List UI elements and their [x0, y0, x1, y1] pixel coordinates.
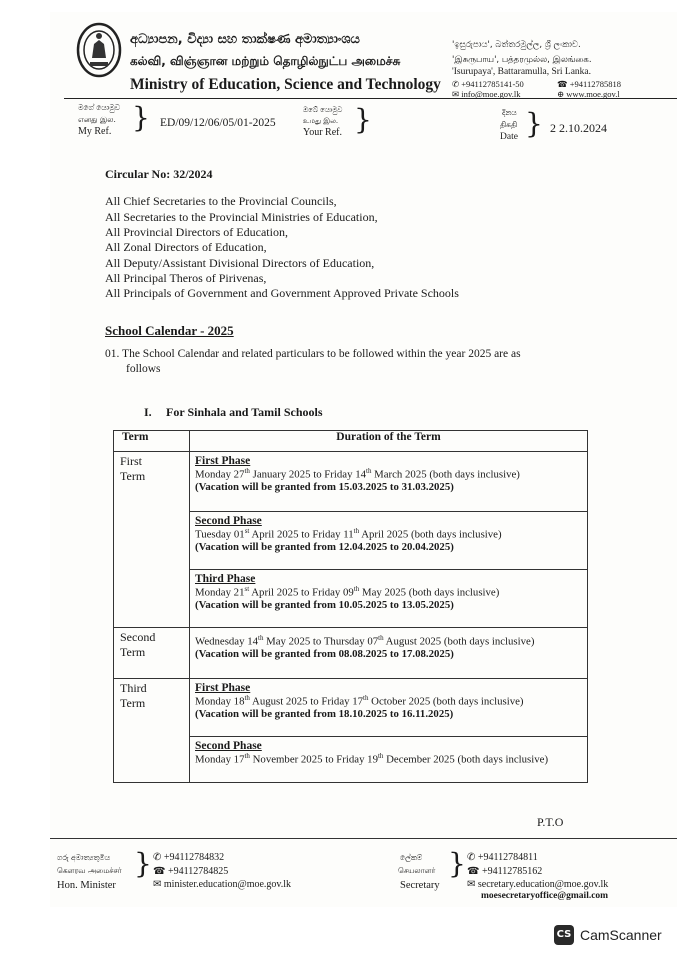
table-row — [114, 628, 588, 679]
recipient-line: All Provincial Directors of Education, — [105, 225, 288, 239]
column-header-duration: Duration of the Term — [190, 431, 588, 452]
duration-cell — [190, 628, 588, 679]
minister-fax: ☎ +94112784825 — [153, 866, 229, 877]
recipient-line: All Secretaries to the Provincial Ministries of Education, — [105, 210, 378, 224]
phase-title: Second Phase — [195, 740, 262, 752]
my-ref-sinhala: මගේ යොමුව — [78, 103, 120, 112]
my-ref-brace: } — [132, 101, 150, 134]
table-header-row — [114, 431, 588, 452]
term-cell: Third Term — [114, 679, 190, 783]
address-english: 'Isurupaya', Battaramulla, Sri Lanka. — [452, 67, 592, 77]
paragraph-1-line-2: follows — [126, 363, 161, 375]
recipient-line: All Principals of Government and Government Approved Private Schools — [105, 286, 459, 300]
circular-number: Circular No: 32/2024 — [105, 167, 213, 181]
subject-heading: School Calendar - 2025 — [105, 323, 234, 338]
secretary-email-2: moesecretaryoffice@gmail.com — [481, 891, 609, 901]
my-ref-label: My Ref. — [78, 126, 112, 137]
phase-block — [190, 737, 587, 782]
date-sinhala: දිනය — [502, 108, 517, 117]
section-title: For Sinhala and Tamil Schools — [166, 405, 323, 419]
secretary-label-english: Secretary — [400, 880, 440, 891]
ministry-name-tamil: கல்வி, விஞ்ஞான மற்றும் தொழில்நுட்ப அமைச்சு — [130, 54, 401, 68]
email-icon: ✉ — [452, 89, 460, 99]
secretary-label-sinhala: ලේකම් — [400, 853, 423, 862]
camscanner-logo-icon: CS — [554, 925, 574, 945]
phase-title: First Phase — [195, 682, 251, 694]
recipient-line: All Deputy/Assistant Divisional Directors of Education, — [105, 256, 375, 270]
phase-vacation: (Vacation will be granted from 10.05.2025 to 13.05.2025) — [195, 598, 454, 611]
fax-icon: ☎ — [557, 79, 568, 89]
school-calendar-table — [113, 430, 588, 783]
column-header-term: Term — [114, 431, 190, 452]
table-row — [114, 679, 588, 783]
date-label: Date — [500, 132, 518, 142]
footer-divider — [50, 838, 677, 839]
recipient-line: All Zonal Directors of Education, — [105, 240, 267, 254]
table-row — [114, 452, 588, 628]
phase-block — [190, 512, 587, 570]
fax-icon: ☎ — [467, 866, 480, 877]
email-icon: ✉ — [153, 879, 162, 890]
email-icon: ✉ — [467, 879, 476, 890]
phase-dates: Monday 21st April 2025 to Friday 09th May 2025 (both days inclusive) — [195, 585, 500, 599]
phase-vacation: (Vacation will be granted from 12.04.2025 to 20.04.2025) — [195, 540, 454, 553]
header-phone: ✆ +94112785141-50 — [452, 79, 524, 89]
web-icon: ⊕ — [557, 89, 565, 99]
duration-cell — [190, 679, 588, 783]
phase-title: Third Phase — [195, 573, 256, 585]
phase-title: First Phase — [195, 455, 251, 467]
my-ref-tamil: எனது இல. — [78, 115, 116, 124]
phase-block — [190, 679, 587, 737]
government-emblem-icon — [76, 22, 122, 78]
phase-dates: Monday 27th January 2025 to Friday 14th March 2025 (both days inclusive) — [195, 467, 520, 481]
phase-dates: Monday 18th August 2025 to Friday 17th October 2025 (both days inclusive) — [195, 694, 524, 708]
your-ref-brace: } — [354, 103, 372, 136]
phone-icon: ✆ — [467, 852, 476, 863]
minister-phone: ✆ +94112784832 — [153, 852, 225, 863]
paragraph-1-line-1: 01. The School Calendar and related particulars to be followed within the year 2025 are as — [105, 348, 521, 360]
phase-vacation: (Vacation will be granted from 08.08.2025 to 17.08.2025) — [195, 647, 454, 660]
phone-icon: ✆ — [153, 852, 162, 863]
phase-dates: Monday 17th November 2025 to Friday 19th December 2025 (both days inclusive) — [195, 752, 549, 766]
section-number: I. — [144, 405, 152, 419]
secretary-brace: } — [448, 847, 466, 880]
header-email: ✉ info@moe.gov.lk — [452, 89, 521, 99]
minister-email: ✉ minister.education@moe.gov.lk — [153, 879, 292, 890]
address-tamil: 'இசுருபாய', பத்தரமுல்ல, இலங்கை. — [452, 55, 592, 65]
phase-title: Second Phase — [195, 515, 262, 527]
secretary-label-tamil: செயலாளர் — [398, 866, 436, 875]
secretary-email: ✉ secretary.education@moe.gov.lk — [467, 879, 609, 890]
your-ref-tamil: உமது இல. — [303, 117, 339, 125]
phase-vacation: (Vacation will be granted from 15.03.2025 to 31.03.2025) — [195, 480, 454, 493]
date-tamil: திகதி — [500, 120, 518, 129]
minister-label-english: Hon. Minister — [57, 880, 116, 891]
term-cell: First Term — [114, 452, 190, 628]
secretary-fax: ☎ +94112785162 — [467, 866, 543, 877]
recipient-line: All Principal Theros of Pirivenas, — [105, 271, 267, 285]
minister-brace: } — [134, 847, 152, 880]
duration-cell — [190, 452, 588, 628]
ministry-name-sinhala: අධ්‍යාපන, විද්‍යා සහ තාක්ෂණ අමාත්‍යාංශය — [130, 32, 360, 47]
phase-dates: Tuesday 01st April 2025 to Friday 11th April 2025 (both days inclusive) — [195, 527, 502, 541]
ministry-name-english: Ministry of Education, Science and Technology — [130, 76, 441, 93]
date-brace: } — [525, 107, 543, 140]
phase-block — [190, 628, 587, 678]
your-ref-sinhala: ඔබේ යොමුව — [303, 106, 343, 114]
camscanner-watermark: CamScanner — [580, 927, 662, 943]
minister-label-sinhala: ගරු අමාත්‍යතුමිය — [57, 853, 111, 862]
secretary-phone: ✆ +94112784811 — [467, 852, 538, 863]
header-fax: ☎ +94112785818 — [557, 79, 621, 89]
your-ref-label: Your Ref. — [303, 127, 342, 138]
phase-dates: Wednesday 14th May 2025 to Thursday 07th August 2025 (both days inclusive) — [195, 634, 535, 648]
term-cell: Second Term — [114, 628, 190, 679]
date-value: 2 2.10.2024 — [550, 121, 607, 135]
header-web: ⊕ www.moe.gov.l — [557, 89, 620, 99]
phase-block — [190, 570, 587, 627]
recipient-line: All Chief Secretaries to the Provincial Councils, — [105, 194, 337, 208]
phase-block — [190, 452, 587, 512]
minister-label-tamil: கௌரவ அமைச்சர் — [57, 866, 122, 875]
header-divider — [64, 98, 677, 99]
please-turn-over: P.T.O — [537, 815, 564, 829]
address-sinhala: 'ඉසුරුපාය', බත්තරමුල්ල, ශ්‍රී ලංකාව. — [452, 40, 581, 50]
phase-vacation: (Vacation will be granted from 18.10.2025 to 16.11.2025) — [195, 707, 454, 720]
phone-icon: ✆ — [452, 79, 460, 89]
my-ref-value: ED/09/12/06/05/01-2025 — [160, 117, 276, 129]
fax-icon: ☎ — [153, 866, 166, 877]
